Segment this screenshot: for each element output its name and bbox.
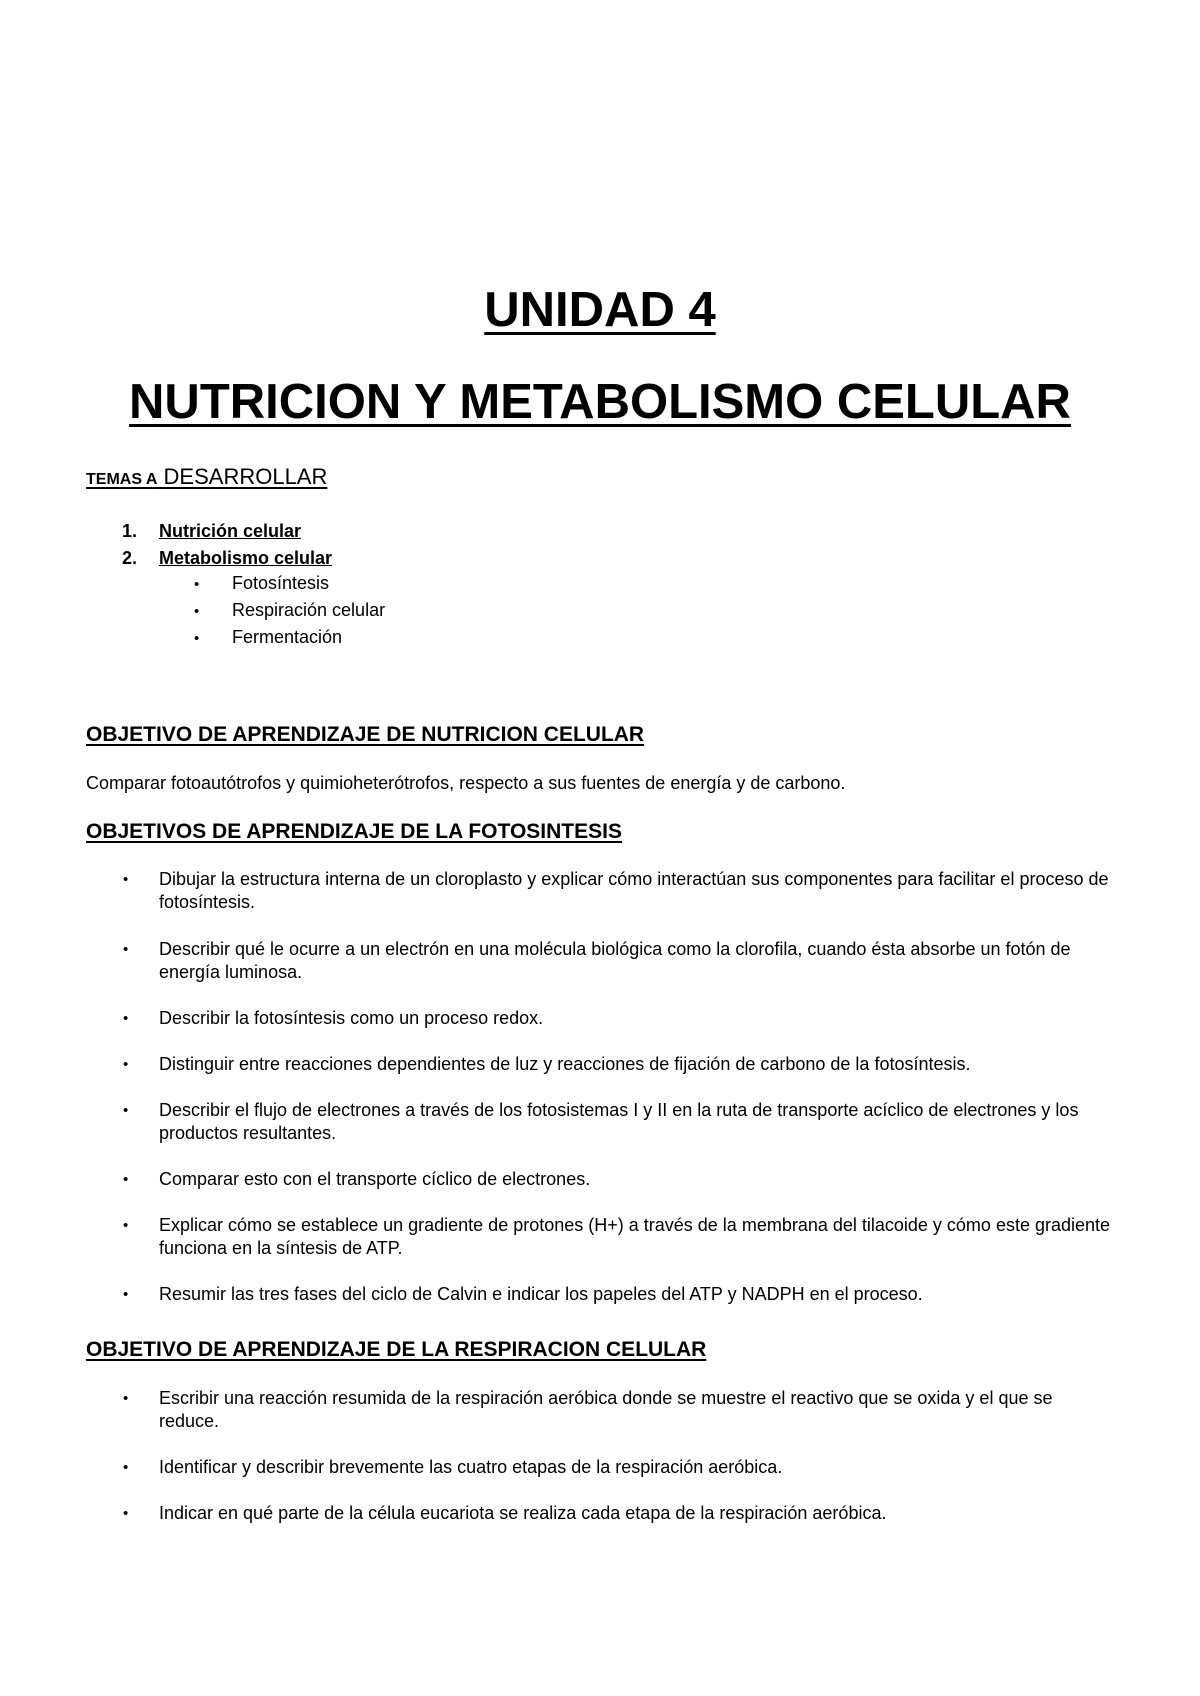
bullet-icon: •: [123, 1286, 129, 1303]
list-item: [122, 1214, 1112, 1261]
respiration-objectives-heading: OBJETIVO DE APRENDIZAJE DE LA RESPIRACION CELULAR: [86, 1338, 707, 1361]
bullet-icon: •: [123, 1010, 129, 1027]
bullet-icon: •: [123, 871, 129, 888]
bullet-icon: •: [123, 941, 129, 958]
nutrition-objective-heading: OBJETIVO DE APRENDIZAJE DE NUTRICION CELULAR: [86, 723, 645, 746]
list-number: 1.: [122, 521, 138, 541]
list-item: [194, 624, 385, 651]
list-number: 2.: [122, 548, 138, 568]
topics-heading-prefix: TEMAS A: [86, 471, 158, 488]
objective-text: Dibujar la estructura interna de un cloroplasto y explicar cómo interactúan sus componentes para facilitar el proceso de fotosíntesis.: [159, 869, 1109, 912]
topics-heading-suffix: DESARROLLAR: [163, 464, 328, 489]
page-title: NUTRICION Y METABOLISMO CELULAR: [129, 375, 1071, 429]
bullet-icon: •: [194, 630, 200, 647]
topics-list: [122, 518, 332, 572]
topic-label: Nutrición celular: [159, 521, 302, 541]
list-item: [122, 1502, 1112, 1525]
list-item: [122, 1099, 1112, 1146]
objective-text: Describir qué le ocurre a un electrón en una molécula biológica como la clorofila, cuando ésta absorbe un fotón de energía luminosa.: [159, 939, 1071, 982]
bullet-icon: •: [123, 1390, 129, 1407]
bullet-icon: •: [123, 1505, 129, 1522]
bullet-icon: •: [123, 1171, 129, 1188]
bullet-icon: •: [194, 576, 200, 593]
topic-label: Metabolismo celular: [159, 548, 333, 568]
subtopic-label: Fotosíntesis: [232, 573, 330, 593]
list-item: [122, 518, 332, 545]
bullet-icon: •: [123, 1217, 129, 1234]
bullet-icon: •: [123, 1102, 129, 1119]
photosynthesis-objectives-list: [122, 868, 1112, 1306]
topics-heading: [86, 466, 327, 488]
respiration-objectives-list: [122, 1387, 1112, 1525]
list-item: [122, 545, 332, 572]
list-item: [122, 1007, 1112, 1030]
subtopic-label: Fermentación: [232, 627, 343, 647]
objective-text: Describir el flujo de electrones a través de los fotosistemas I y II en la ruta de transporte acíclico de electrones y los productos resultantes.: [159, 1100, 1079, 1143]
list-item: [122, 1168, 1112, 1191]
objective-text: Escribir una reacción resumida de la respiración aeróbica donde se muestre el reactivo que se oxida y el que se reduce.: [159, 1388, 1053, 1431]
bullet-icon: •: [123, 1056, 129, 1073]
bullet-icon: •: [123, 1459, 129, 1476]
subtopic-label: Respiración celular: [232, 600, 386, 620]
objective-text: Comparar esto con el transporte cíclico de electrones.: [159, 1169, 591, 1189]
objective-text: Indicar en qué parte de la célula eucariota se realiza cada etapa de la respiración aeróbica.: [159, 1503, 887, 1523]
objective-text: Explicar cómo se establece un gradiente de protones (H+) a través de la membrana del tilacoide y cómo este gradiente funciona en la síntesis de ATP.: [159, 1215, 1111, 1258]
photosynthesis-objectives-heading: OBJETIVOS DE APRENDIZAJE DE LA FOTOSINTESIS: [86, 820, 622, 843]
list-item: [122, 868, 1112, 915]
objective-text: Describir la fotosíntesis como un proceso redox.: [159, 1008, 544, 1028]
list-item: [122, 1283, 1112, 1306]
list-item: [122, 938, 1112, 985]
objective-text: Identificar y describir brevemente las cuatro etapas de la respiración aeróbica.: [159, 1457, 783, 1477]
list-item: [194, 570, 385, 597]
list-item: [194, 597, 385, 624]
objective-text: Resumir las tres fases del ciclo de Calvin e indicar los papeles del ATP y NADPH en el proceso.: [159, 1284, 923, 1304]
list-item: [122, 1387, 1112, 1434]
subtopics-list: [194, 570, 385, 651]
nutrition-objective-text: Comparar fotoautótrofos y quimioheterótrofos, respecto a sus fuentes de energía y de carbono.: [86, 773, 846, 793]
list-item: [122, 1053, 1112, 1076]
unit-title: UNIDAD 4: [484, 283, 716, 337]
bullet-icon: •: [194, 603, 200, 620]
list-item: [122, 1456, 1112, 1479]
objective-text: Distinguir entre reacciones dependientes de luz y reacciones de fijación de carbono de la fotosíntesis.: [159, 1054, 971, 1074]
